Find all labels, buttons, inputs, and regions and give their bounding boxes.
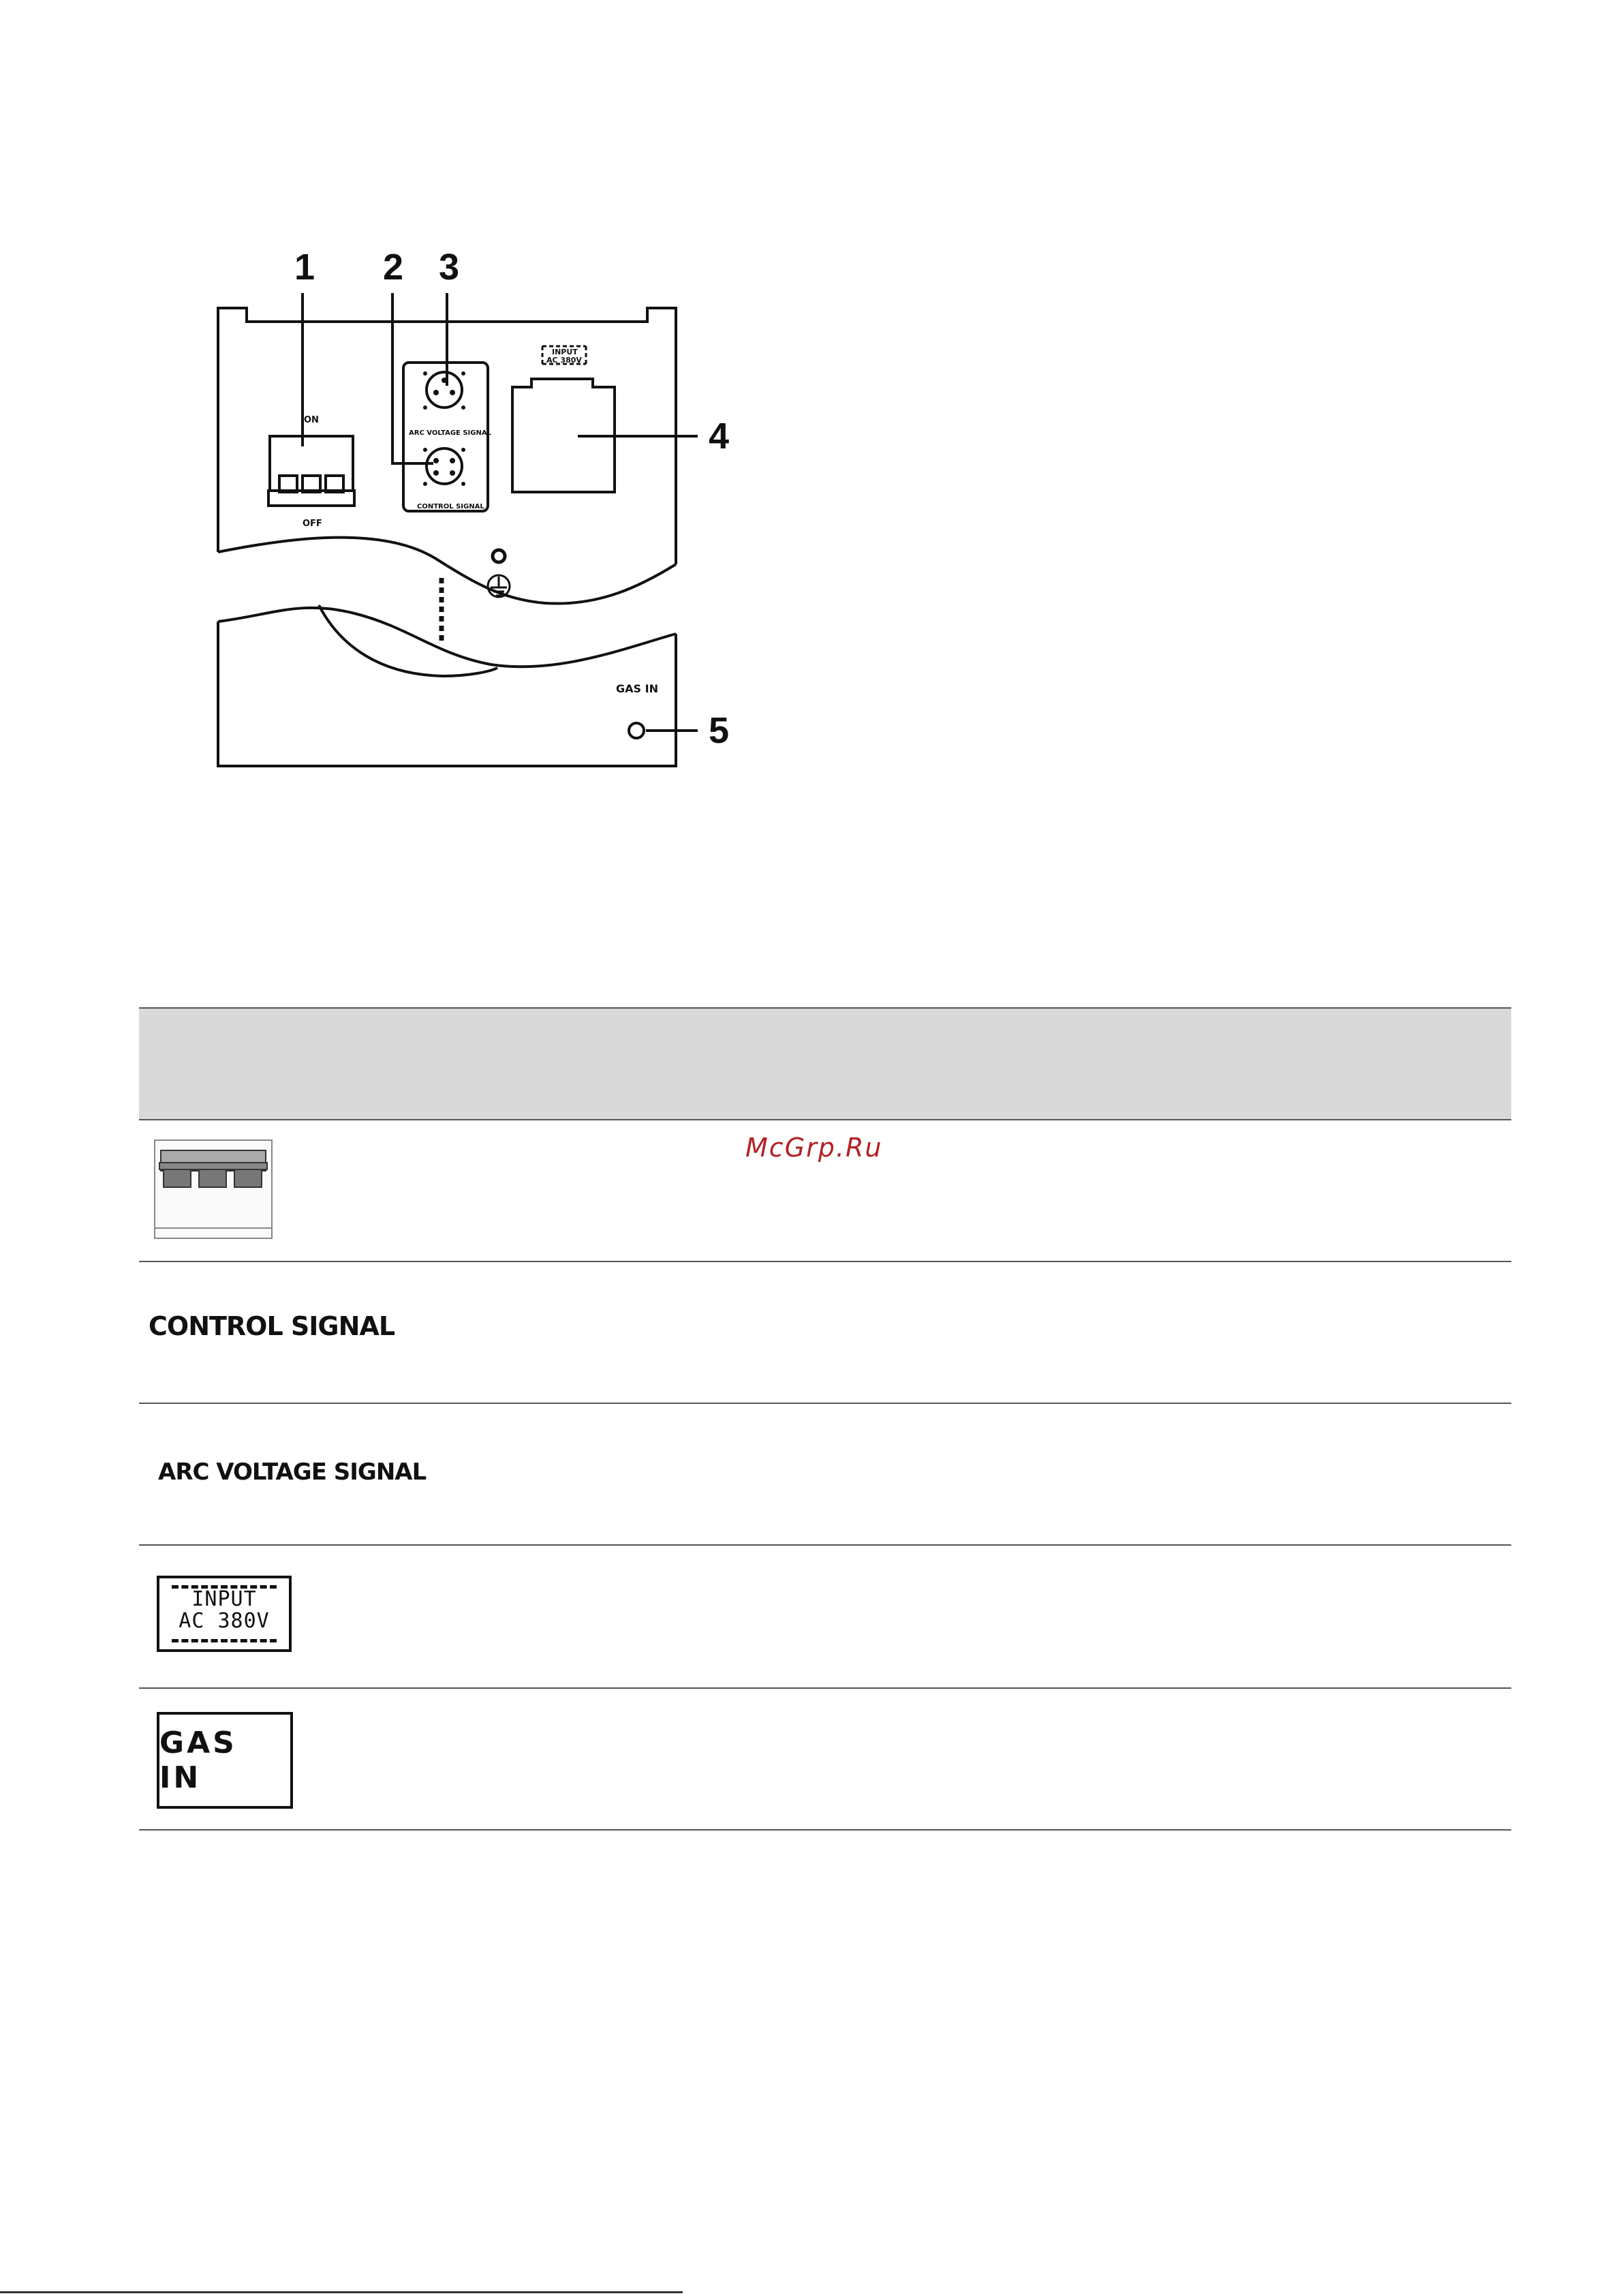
input-ac380v-symbol xyxy=(157,1576,292,1652)
gas-in-symbol: GAS IN xyxy=(157,1712,293,1809)
watermark: McGrp.Ru xyxy=(745,1133,883,1163)
callout-5: 5 xyxy=(709,710,730,751)
switch-icon xyxy=(154,1139,273,1239)
label-ac380v: AC 380V xyxy=(546,356,582,365)
callout-3: 3 xyxy=(439,247,460,288)
leader-2 xyxy=(392,293,433,463)
ground-screw xyxy=(493,550,505,562)
break-line-upper xyxy=(218,538,676,604)
arc-voltage-connector xyxy=(427,372,462,408)
break-line-lower xyxy=(218,608,676,667)
symbol-table xyxy=(139,1007,1511,1831)
callout-2: 2 xyxy=(383,247,404,288)
control-signal-symbol: CONTROL SIGNAL xyxy=(149,1311,395,1341)
inner-curve xyxy=(319,605,497,676)
arc-voltage-signal-symbol: ARC VOLTAGE SIGNAL xyxy=(158,1458,427,1486)
input-symbol-line2: AC 380V xyxy=(179,1609,270,1633)
input-symbol-line1: INPUT xyxy=(191,1587,257,1611)
label-gas-in: GAS IN xyxy=(616,682,658,695)
table-row xyxy=(139,1689,1511,1831)
panel-bottom-outline xyxy=(218,622,676,766)
callout-1: 1 xyxy=(294,247,315,288)
table-row xyxy=(139,1262,1511,1404)
control-signal-connector xyxy=(427,448,462,484)
table-row xyxy=(139,1404,1511,1546)
callout-4: 4 xyxy=(709,416,730,457)
label-input: INPUT xyxy=(552,348,578,356)
label-off: OFF xyxy=(303,519,322,529)
table-row xyxy=(139,1120,1511,1262)
gas-in-port xyxy=(629,723,644,738)
label-control-signal: CONTROL SIGNAL xyxy=(417,503,484,510)
label-on: ON xyxy=(304,415,319,425)
front-panel-diagram xyxy=(0,0,1623,818)
label-arc-voltage: ARC VOLTAGE SIGNAL xyxy=(409,429,491,437)
footer-rule xyxy=(0,2291,683,2293)
table-row xyxy=(139,1546,1511,1689)
table-header xyxy=(139,1007,1511,1120)
